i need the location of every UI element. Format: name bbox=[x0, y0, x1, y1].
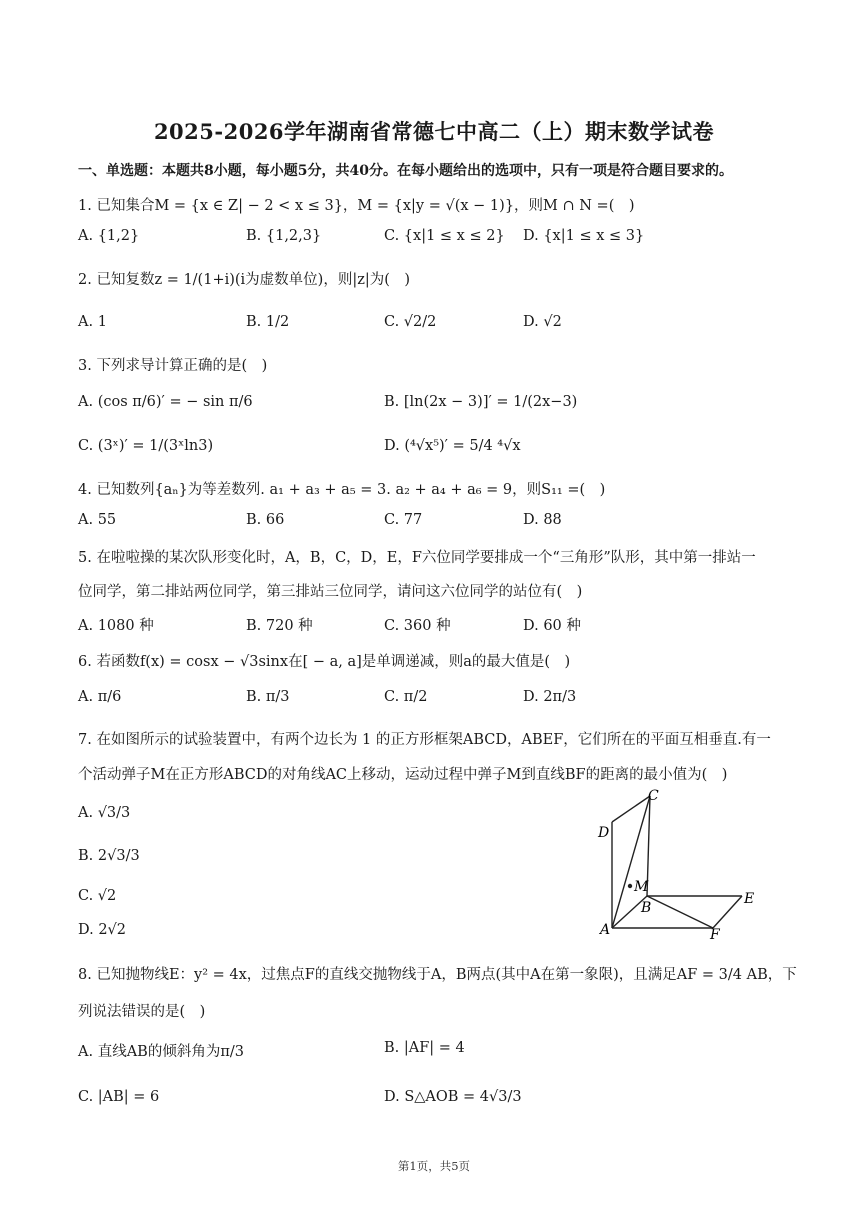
q5-option-a: A. 1080 种 bbox=[78, 618, 154, 634]
q3-option-a: A. (cos π/6)′ = − sin π/6 bbox=[78, 394, 253, 410]
q7-option-c: C. √2 bbox=[78, 888, 117, 904]
q4-option-b: B. 66 bbox=[246, 512, 285, 528]
question-3-stem: 3. 下列求导计算正确的是( ) bbox=[78, 358, 268, 374]
point-m bbox=[628, 884, 632, 888]
q6-option-d: D. 2π/3 bbox=[523, 689, 577, 705]
q5-option-d: D. 60 种 bbox=[523, 618, 581, 634]
q8-option-a: A. 直线AB的倾斜角为π/3 bbox=[78, 1044, 244, 1060]
q2-option-b: B. 1/2 bbox=[246, 314, 290, 330]
question-1-stem: 1. 已知集合M = {x ∈ Z| − 2 < x ≤ 3}，M = {x|y = √(x − 1)}，则M ∩ N =( ) bbox=[78, 198, 635, 214]
question-5-stem-line-2: 位同学，第二排站两位同学，第三排站三位同学，请问这六位同学的站位有( ) bbox=[78, 584, 583, 600]
question-8-stem-line-1: 8. 已知抛物线E：y² = 4x，过焦点F的直线交抛物线于A，B两点(其中A在第一象限)，且满足AF = 3/4 AB，下 bbox=[78, 967, 797, 983]
q4-option-a: A. 55 bbox=[78, 512, 117, 528]
label-d: D bbox=[598, 825, 610, 841]
q7-option-d: D. 2√2 bbox=[78, 922, 127, 938]
q1-option-a: A. {1,2} bbox=[78, 228, 140, 244]
label-c: C bbox=[648, 788, 659, 804]
q6-option-c: C. π/2 bbox=[384, 689, 428, 705]
q3-option-d: D. (⁴√x⁵)′ = 5/4 ⁴√x bbox=[384, 438, 521, 454]
q4-option-d: D. 88 bbox=[523, 512, 562, 528]
question-7-stem-line-1: 7. 在如图所示的试验装置中，有两个边长为 1 的正方形框架ABCD，ABEF，它们所在的平面互相垂直.有一 bbox=[78, 732, 771, 748]
page-title: 2025-2026学年湖南省常德七中高二（上）期末数学试卷 bbox=[153, 119, 715, 144]
q2-option-a: A. 1 bbox=[78, 314, 107, 330]
question-8-stem-line-2: 列说法错误的是( ) bbox=[78, 1004, 206, 1020]
q6-option-b: B. π/3 bbox=[246, 689, 290, 705]
section-heading: 一、单选题：本题共8小题，每小题5分，共40分。在每小题给出的选项中，只有一项是符合题目要求的。 bbox=[78, 163, 733, 179]
question-5-stem-line-1: 5. 在啦啦操的某次队形变化时，A，B，C，D，E，F六位同学要排成一个“三角形”队形，其中第一排站一 bbox=[78, 550, 756, 566]
q5-option-c: C. 360 种 bbox=[384, 618, 451, 634]
q8-option-b: B. |AF| = 4 bbox=[384, 1040, 465, 1056]
q3-option-c: C. (3ˣ)′ = 1/(3ˣln3) bbox=[78, 438, 214, 454]
q2-option-c: C. √2/2 bbox=[384, 314, 437, 330]
cube-frame-figure bbox=[590, 786, 770, 946]
question-7-stem-line-2: 个活动弹子M在正方形ABCD的对角线AC上移动，运动过程中弹子M到直线BF的距离的最小值为( ) bbox=[78, 767, 728, 783]
q3-option-b: B. [ln(2x − 3)]′ = 1/(2x−3) bbox=[384, 394, 578, 410]
q7-option-b: B. 2√3/3 bbox=[78, 848, 140, 864]
q2-option-d: D. √2 bbox=[523, 314, 562, 330]
question-4-stem: 4. 已知数列{aₙ}为等差数列. a₁ + a₃ + a₅ = 3. a₂ + a₄ + a₆ = 9，则S₁₁ =( ) bbox=[78, 482, 606, 498]
page-footer: 第1页，共5页 bbox=[397, 1159, 471, 1173]
label-a: A bbox=[600, 922, 611, 938]
label-b: B bbox=[641, 900, 652, 916]
q7-option-a: A. √3/3 bbox=[78, 805, 131, 821]
q1-option-b: B. {1,2,3} bbox=[246, 228, 322, 244]
q8-option-c: C. |AB| = 6 bbox=[78, 1089, 160, 1105]
q1-option-d: D. {x|1 ≤ x ≤ 3} bbox=[523, 228, 645, 244]
label-e: E bbox=[744, 891, 755, 907]
question-2-stem: 2. 已知复数z = 1/(1+i)(i为虚数单位)，则|z|为( ) bbox=[78, 272, 411, 288]
q1-option-c: C. {x|1 ≤ x ≤ 2} bbox=[384, 228, 505, 244]
label-f: F bbox=[710, 927, 720, 943]
q5-option-b: B. 720 种 bbox=[246, 618, 313, 634]
label-m: M bbox=[634, 879, 649, 895]
q8-option-d: D. S△AOB = 4√3/3 bbox=[384, 1089, 522, 1105]
q4-option-c: C. 77 bbox=[384, 512, 423, 528]
q6-option-a: A. π/6 bbox=[78, 689, 122, 705]
question-6-stem: 6. 若函数f(x) = cosx − √3sinx在[ − a, a]是单调递减，则a的最大值是( ) bbox=[78, 654, 571, 670]
